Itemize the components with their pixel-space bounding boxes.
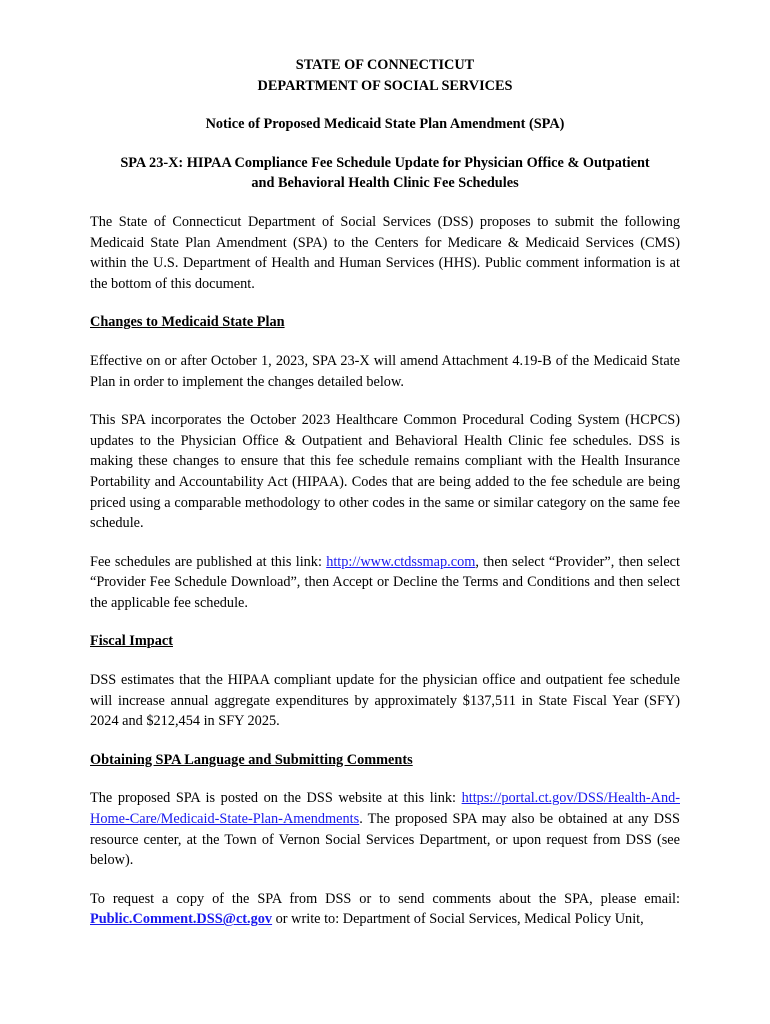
ctdssmap-link[interactable]: http://www.ctdssmap.com bbox=[326, 553, 476, 570]
fiscal-paragraph: DSS estimates that the HIPAA compliant update for the physician office and outpatient fee schedule will increase annual aggregate expenditures by approximately $137,511 in State Fiscal Year (SFY) 2024 and $212,454 in SFY 2025. bbox=[90, 672, 680, 730]
public-comment-email-link[interactable]: Public.Comment.DSS@ct.gov bbox=[90, 911, 273, 928]
changes-paragraph-1: Effective on or after October 1, 2023, SPA 23-X will amend Attachment 4.19-B of the Medicaid State Plan in order to implement the changes detailed below. bbox=[90, 352, 680, 390]
changes-heading: Changes to Medicaid State Plan bbox=[90, 314, 285, 331]
para3-text-before: Fee schedules are published at this link: bbox=[90, 553, 327, 570]
spa-title-line1: SPA 23-X: HIPAA Compliance Fee Schedule Update for Physician Office & Outpatient bbox=[120, 154, 650, 171]
spa-portal-link[interactable]: https://portal.ct.gov/DSS/Health-And-Home-Care/Medicaid-State-Plan-Amendments bbox=[90, 790, 680, 828]
obtaining-heading: Obtaining SPA Language and Submitting Comments bbox=[90, 751, 413, 768]
changes-paragraph-2: This SPA incorporates the October 2023 Healthcare Common Procedural Coding System (HCPCS) updates to the Physician Office & Outpatient and Behavioral Health Clinic fee schedules. DSS is making these changes to ensure that this fee schedule remains compliant with the Health Insurance Portability and Accountability Act (HIPAA). Codes that are being added to the fee schedule are being priced using a comparable methodology to other codes in the same or similar category on the same fee schedule. bbox=[90, 412, 680, 532]
spa-title-line2: and Behavioral Health Clinic Fee Schedules bbox=[251, 175, 519, 192]
header-block bbox=[90, 55, 680, 96]
obtaining-paragraph-1 bbox=[90, 788, 680, 870]
para3-text-after: , then select “Provider”, then select “Provider Fee Schedule Download”, then Accept or Decline the Terms and Conditions and then select the applicable fee schedule. bbox=[90, 553, 680, 611]
intro-paragraph: The State of Connecticut Department of Social Services (DSS) proposes to submit the following Medicaid State Plan Amendment (SPA) to the Centers for Medicare & Medicaid Services (CMS) within the U.S. Department of Health and Human Services (HHS). Public comment information is at the bottom of this document. bbox=[90, 213, 680, 292]
obtaining-p1-after: . The proposed SPA may also be obtained at any DSS resource center, at the Town of Vernon Social Services Department, or upon request from DSS (see below). bbox=[90, 811, 680, 869]
fiscal-heading: Fiscal Impact bbox=[90, 633, 173, 650]
notice-title: Notice of Proposed Medicaid State Plan Amendment (SPA) bbox=[205, 116, 565, 133]
obtaining-p2-after: or write to: Department of Social Services, Medical Policy Unit, bbox=[272, 911, 644, 928]
obtaining-paragraph-2 bbox=[90, 889, 680, 930]
obtaining-p1-before: The proposed SPA is posted on the DSS website at this link: bbox=[90, 790, 462, 807]
spa-title bbox=[90, 153, 680, 194]
obtaining-p2-before: To request a copy of the SPA from DSS or to send comments about the SPA, please email: bbox=[90, 890, 680, 907]
changes-paragraph-3 bbox=[90, 552, 680, 614]
department-name: DEPARTMENT OF SOCIAL SERVICES bbox=[257, 77, 513, 94]
state-name: STATE OF CONNECTICUT bbox=[295, 57, 475, 73]
